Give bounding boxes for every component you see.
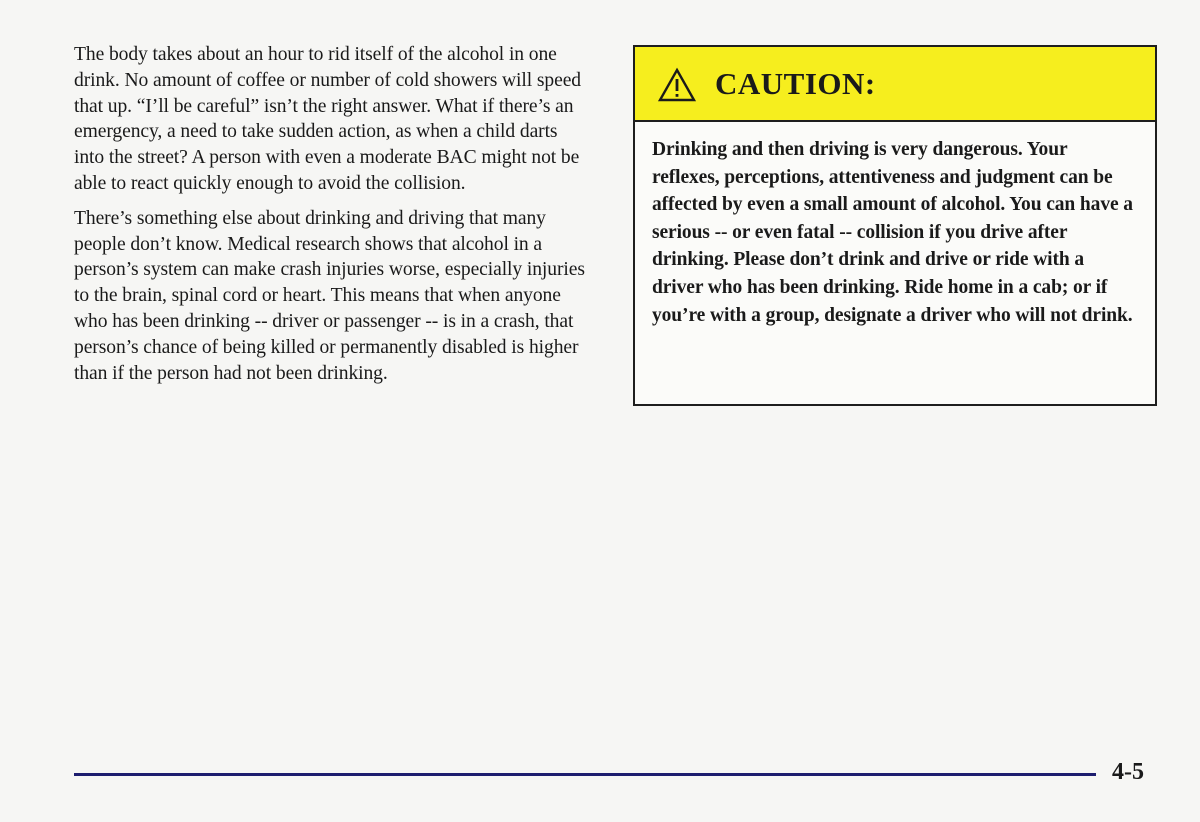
page-number: 4-5 <box>1112 759 1144 785</box>
caution-text: Drinking and then driving is very dangerous. Your reflexes, perceptions, attentiveness and judgment can be affected by even a small amount of alcohol. You can have a serious -- or even fatal -- collision if you drive after drinking. Please don’t drink and drive or ride with a driver who has been drinking. Ride home in a cab; or if you’re with a group, designate a driver who will not drink. <box>652 139 1133 326</box>
footer-rule <box>74 773 1096 776</box>
body-text-column <box>74 42 589 386</box>
caution-title: CAUTION: <box>715 65 876 101</box>
warning-triangle-icon <box>657 67 697 103</box>
body-paragraph-alcohol-elimination: The body takes about an hour to rid itself of the alcohol in one drink. No amount of coffee or number of cold showers will speed that up. “I’ll be careful” isn’t the right answer. What if there’s an emergency, a need to take sudden action, as when a child darts into the street? A person with even a moderate BAC might not be able to react quickly enough to avoid the collision. <box>74 44 582 194</box>
caution-box <box>633 45 1157 406</box>
body-paragraph-crash-injuries: There’s something else about drinking and driving that many people don’t know. Medical research shows that alcohol in a person’s system can make crash injuries worse, especially injuries to the brain, spinal cord or heart. This means that when anyone who has been drinking -- driver or passenger -- is in a crash, that person’s chance of being killed or permanently disabled is higher than if the person had not been drinking. <box>74 207 585 384</box>
caution-header <box>635 47 1155 122</box>
